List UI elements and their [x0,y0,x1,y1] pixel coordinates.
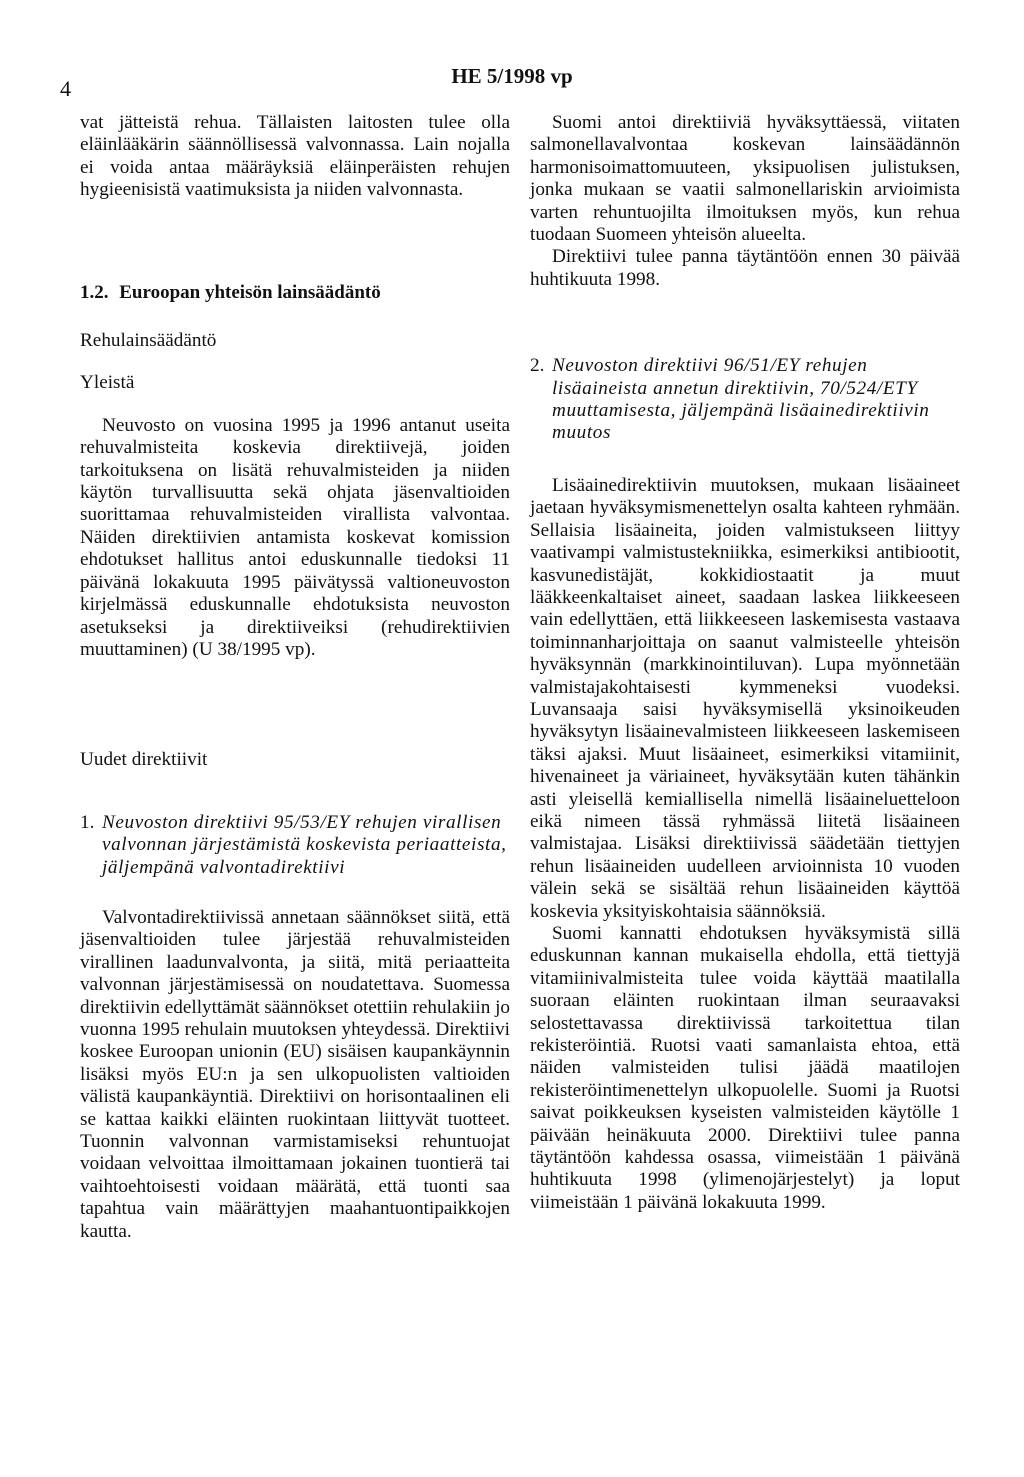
directive-number-1: 1. [80,811,95,833]
left-column [80,112,510,1243]
section-number: 1.2. [80,281,109,303]
left-paragraph-2: Neuvosto on vuosina 1995 ja 1996 antanut useita rehuvalmisteita koskevia direktiivejä, joiden tarkoituksena on lisätä rehuvalmisteiden ja niiden käytön turvallisuutta sekä ohjata jäsenvaltioiden suorittamaa rehuvalmisteiden virallista valvontaa. Näiden direktiivien antamista koskevat komission ehdotukset hallitus antoi eduskunnalle tiedoksi 11 päivänä lokakuuta 1995 päivätyssä valtioneuvoston kirjelmässä eduskunnalle ehdotuksista neuvoston asetukseksi ja direktiiveiksi (rehudirektiivien muuttaminen) (U 38/1995 vp). [80,414,510,660]
right-paragraph-1: Suomi antoi direktiiviä hyväksyttäessä, viitaten salmonellavalvontaa koskevan lainsäädännön harmonisoimattomuuteen, yksipuolisen julistuksen, jonka mukaan se vaatii salmonellariskin arvioimista varten rehuntuojilta ilmoituksen myös, kun rehua tuodaan Suomeen yhteisön alueelta. [530,112,960,246]
directive-title-2: Neuvoston direktiivi 96/51/EY rehujen lisäaineista annetun direktiivin, 70/524/ETY muuttamisesta, jäljempänä lisäainedirektiivin muutos [552,355,930,444]
directive-number-2: 2. [530,355,545,377]
running-head: HE 5/1998 vp [451,64,573,88]
directive-heading-2 [530,355,960,445]
section-title: Euroopan yhteisön lainsäädäntö [119,281,381,303]
subheading-yleista: Yleistä [80,372,135,394]
right-column [530,112,960,1214]
right-paragraph-4: Suomi kannatti ehdotuksen hyväksymistä sillä eduskunnan kannan mukaisella ehdolla, että tiettyjä vitamiinivalmisteita tulee voida käyttää maatilalla suoraan eläinten ruokintaan ilman seuraavaksi selostettavassa direktiivissä tarkoitettua tilan rekisteröintiä. Ruotsi vaati samanlaista ehtoa, että näiden valmisteiden tulisi jäädä maatilojen rekisteröintimenettelyn ulkopuolelle. Suomi ja Ruotsi saivat poikkeuksen kyseisten valmisteiden käytölle 1 päivään heinäkuuta 2000. Direktiivi tulee panna täytäntöön kahdessa osassa, viimeistään 1 päivänä huhtikuuta 1998 (ylimenojärjestelyt) ja loput viimeistään 1 päivänä lokakuuta 1999. [530,923,960,1213]
page-number: 4 [60,76,71,101]
left-paragraph-1: vat jätteistä rehua. Tällaisten laitosten tulee olla eläinlääkärin säännöllisessä valvonnassa. Lain nojalla ei voida antaa määräyksiä eläinperäisten rehujen hygieenisistä vaatimuksista ja niiden valvonnasta. [80,112,510,201]
directive-title-1: Neuvoston direktiivi 95/53/EY rehujen virallisen valvonnan järjestämistä koskevista periaatteista, jäljempänä valvontadirektiivi [102,811,507,878]
left-paragraph-3: Valvontadirektiivissä annetaan säännökset siitä, että jäsenvaltioiden tulee järjestää rehuvalmisteiden virallinen laadunvalvonta, ja siitä, mitä periaatteita valvonnan järjestämisessä on noudatettava. Suomessa direktiivin edellyttämät säännökset otettiin rehulakiin jo vuonna 1995 rehulain muutoksen yhteydessä. Direktiivi koskee Euroopan unionin (EU) sisäisen kaupankäynnin lisäksi myös EU:n ja sen ulkopuolisten valtioiden välistä kaupankäyntiä. Direktiivi on horisontaalinen eli se kattaa kaikki eläinten ruokintaan liittyvät tuotteet. Tuonnin valvonnan varmistamiseksi rehuntuojat voidaan velvoittaa ilmoittamaan jokainen tuontierä tai vaihtoehtoisesti voidaan määrätä, että tuonti saa tapahtua vain määrättyjen maahantuontipaikkojen kautta. [80,906,511,1242]
subheading-rehulainsaadanto: Rehulainsäädäntö [80,330,217,352]
section-heading [80,282,510,304]
right-paragraph-3: Lisäainedirektiivin muutoksen, mukaan lisäaineet jaetaan hyväksymismenettelyn osalta kahteen ryhmään. Sellaisia lisäaineita, joiden valmistukseen liittyy vaativampi valmistustekniikka, esimerkiksi antibiootit, kasvunedistäjät, kokkidiostaatit ja muut lääkkeenkaltaiset aineet, saadaan laskea liikkeeseen vain edellyttäen, että liikkeeseen laskemisesta vastaava toiminnanharjoittaja on saanut valmisteelle yhteisön hyväksynnän (markkinointiluvan). Lupa myönnetään valmistajakohtaisesti kymmeneksi vuodeksi. Luvansaaja saisi hyväksymisellä yksinoikeuden hyväksytyn lisäainevalmisteen liikkeeseen laskemiseen täksi ajaksi. Muut lisäaineet, esimerkiksi vitamiinit, hivenaineet ja väriaineet, hyväksytään kuten tähänkin asti yleisellä kemiallisella nimellä lisäaineluetteloon eikä nimeen tässä ryhmässä liitetä lisäaineen valmistajaa. Lisäksi direktiivissä säädetään tiettyjen rehun lisäaineiden uudelleen arvioinnista 10 vuoden välein sekä se sisältää rehun lisäaineiden käyttöä koskevia yksityiskohtaisia säännöksiä. [530,474,960,922]
directive-heading-1 [80,812,510,879]
right-paragraph-2: Direktiivi tulee panna täytäntöön ennen 30 päivää huhtikuuta 1998. [530,246,960,290]
subheading-uudet-direktiivit: Uudet direktiivit [80,749,208,771]
